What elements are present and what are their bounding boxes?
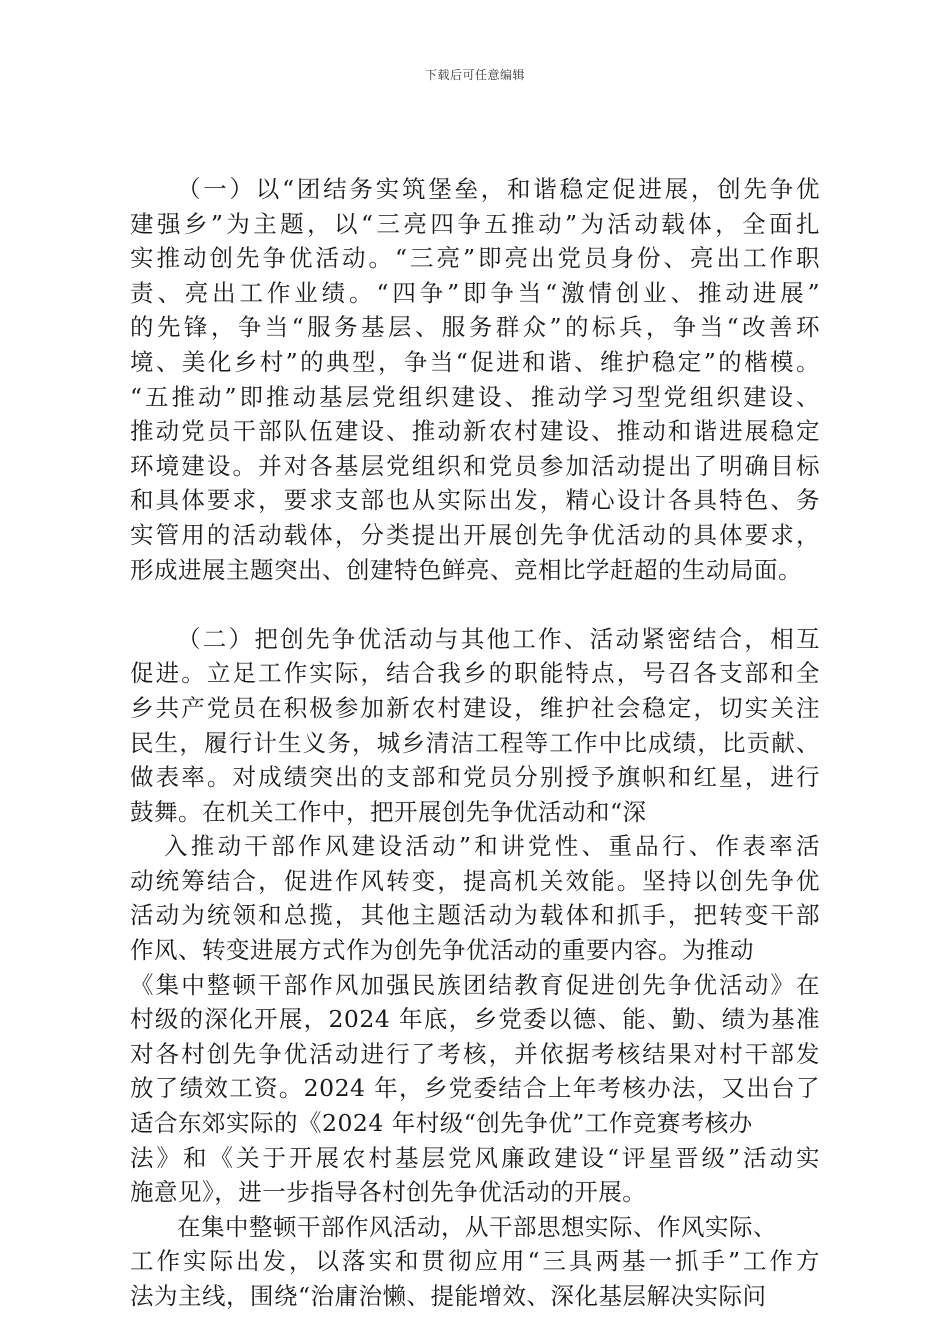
text-line: 促进。立足工作实际，结合我乡的职能特点，号召各支部和全: [130, 659, 820, 688]
text-line: 放了绩效工资。2024 年，乡党委结合上年考核办法，又出台了: [130, 1074, 820, 1103]
paragraph-2: [130, 622, 820, 830]
text-line: （一）以“团结务实筑堡垒，和谐稳定促进展，创先争优: [177, 175, 820, 203]
page-header-note: 下载后可任意编辑: [424, 68, 525, 82]
text-line: 乡共产党员在积极参加新农村建设，维护社会稳定，切实关注: [130, 693, 820, 722]
text-line: 形成进展主题突出、创建特色鲜亮、竞相比学赶超的生动局面。: [130, 555, 802, 584]
text-line: 实管用的活动载体，分类提出开展创先争优活动的具体要求，: [130, 520, 820, 549]
paragraph-gap: [130, 587, 820, 622]
text-line: 施意见》，进一步指导各村创先争优活动的开展。: [130, 1178, 647, 1207]
text-line: 建强乡”为主题，以“三亮四争五推动”为活动载体，全面扎: [130, 209, 820, 238]
text-line: 村级的深化开展，2024 年底，乡党委以德、能、勤、绩为基准: [130, 1005, 820, 1034]
paragraph-3: [130, 829, 820, 1210]
text-line: 境、美化乡村”的典型，争当“促进和谐、维护稳定”的楷模。: [130, 347, 820, 376]
text-line: 法》和《关于开展农村基层党风廉政建设“评星晋级”活动实: [130, 1143, 820, 1172]
text-line: 的先锋，争当“服务基层、服务群众”的标兵，争当“改善环: [130, 313, 820, 342]
paragraph-1: [130, 172, 820, 587]
text-line: “五推动”即推动基层党组织建设、推动学习型党组织建设、: [130, 382, 820, 411]
paragraph-4: [130, 1210, 820, 1314]
text-line: 作风、转变进展方式作为创先争优活动的重要内容。为推动: [130, 936, 754, 965]
document-body: [130, 172, 820, 1314]
text-line: 在集中整顿干部作风活动，从干部思想实际、作风实际、: [177, 1212, 777, 1241]
text-line: 对各村创先争优活动进行了考核，并依据考核结果对村干部发: [130, 1039, 820, 1068]
text-line: 实推动创先争优活动。“三亮”即亮出党员身份、亮出工作职: [130, 244, 820, 273]
text-line: 鼓舞。在机关工作中，把开展创先争优活动和“深: [130, 797, 647, 826]
text-line: 做表率。对成绩突出的支部和党员分别授予旗帜和红星，进行: [130, 763, 820, 792]
text-line: 适合东郊实际的《2024 年村级“创先争优”工作竞赛考核办: [130, 1109, 753, 1138]
text-line: 民生，履行计生义务，城乡清洁工程等工作中比成绩，比贡献、: [130, 728, 820, 757]
text-line: 推动党员干部队伍建设、推动新农村建设、推动和谐进展稳定: [130, 417, 820, 446]
text-line: 工作实际出发，以落实和贯彻应用“三具两基一抓手”工作方: [130, 1247, 820, 1276]
text-line: 动统筹结合，促进作风转变，提高机关效能。坚持以创先争优: [130, 866, 820, 895]
text-line: 《集中整顿干部作风加强民族团结教育促进创先争优活动》在: [130, 970, 820, 999]
text-line: 入推动干部作风建设活动”和讲党性、重品行、作表率活: [164, 832, 820, 861]
text-line: 和具体要求，要求支部也从实际出发，精心设计各具特色、务: [130, 486, 820, 515]
text-line: 活动为统领和总揽，其他主题活动为载体和抓手，把转变干部: [130, 901, 820, 930]
text-line: 责、亮出工作业绩。“四争”即争当“激情创业、推动进展”: [130, 278, 820, 307]
text-line: 环境建设。并对各基层党组织和党员参加活动提出了明确目标: [130, 451, 820, 480]
text-line: （二）把创先争优活动与其他工作、活动紧密结合，相互: [177, 624, 820, 653]
text-line: 法为主线，围绕“治庸治懒、提能增效、深化基层解决实际问: [130, 1282, 767, 1310]
